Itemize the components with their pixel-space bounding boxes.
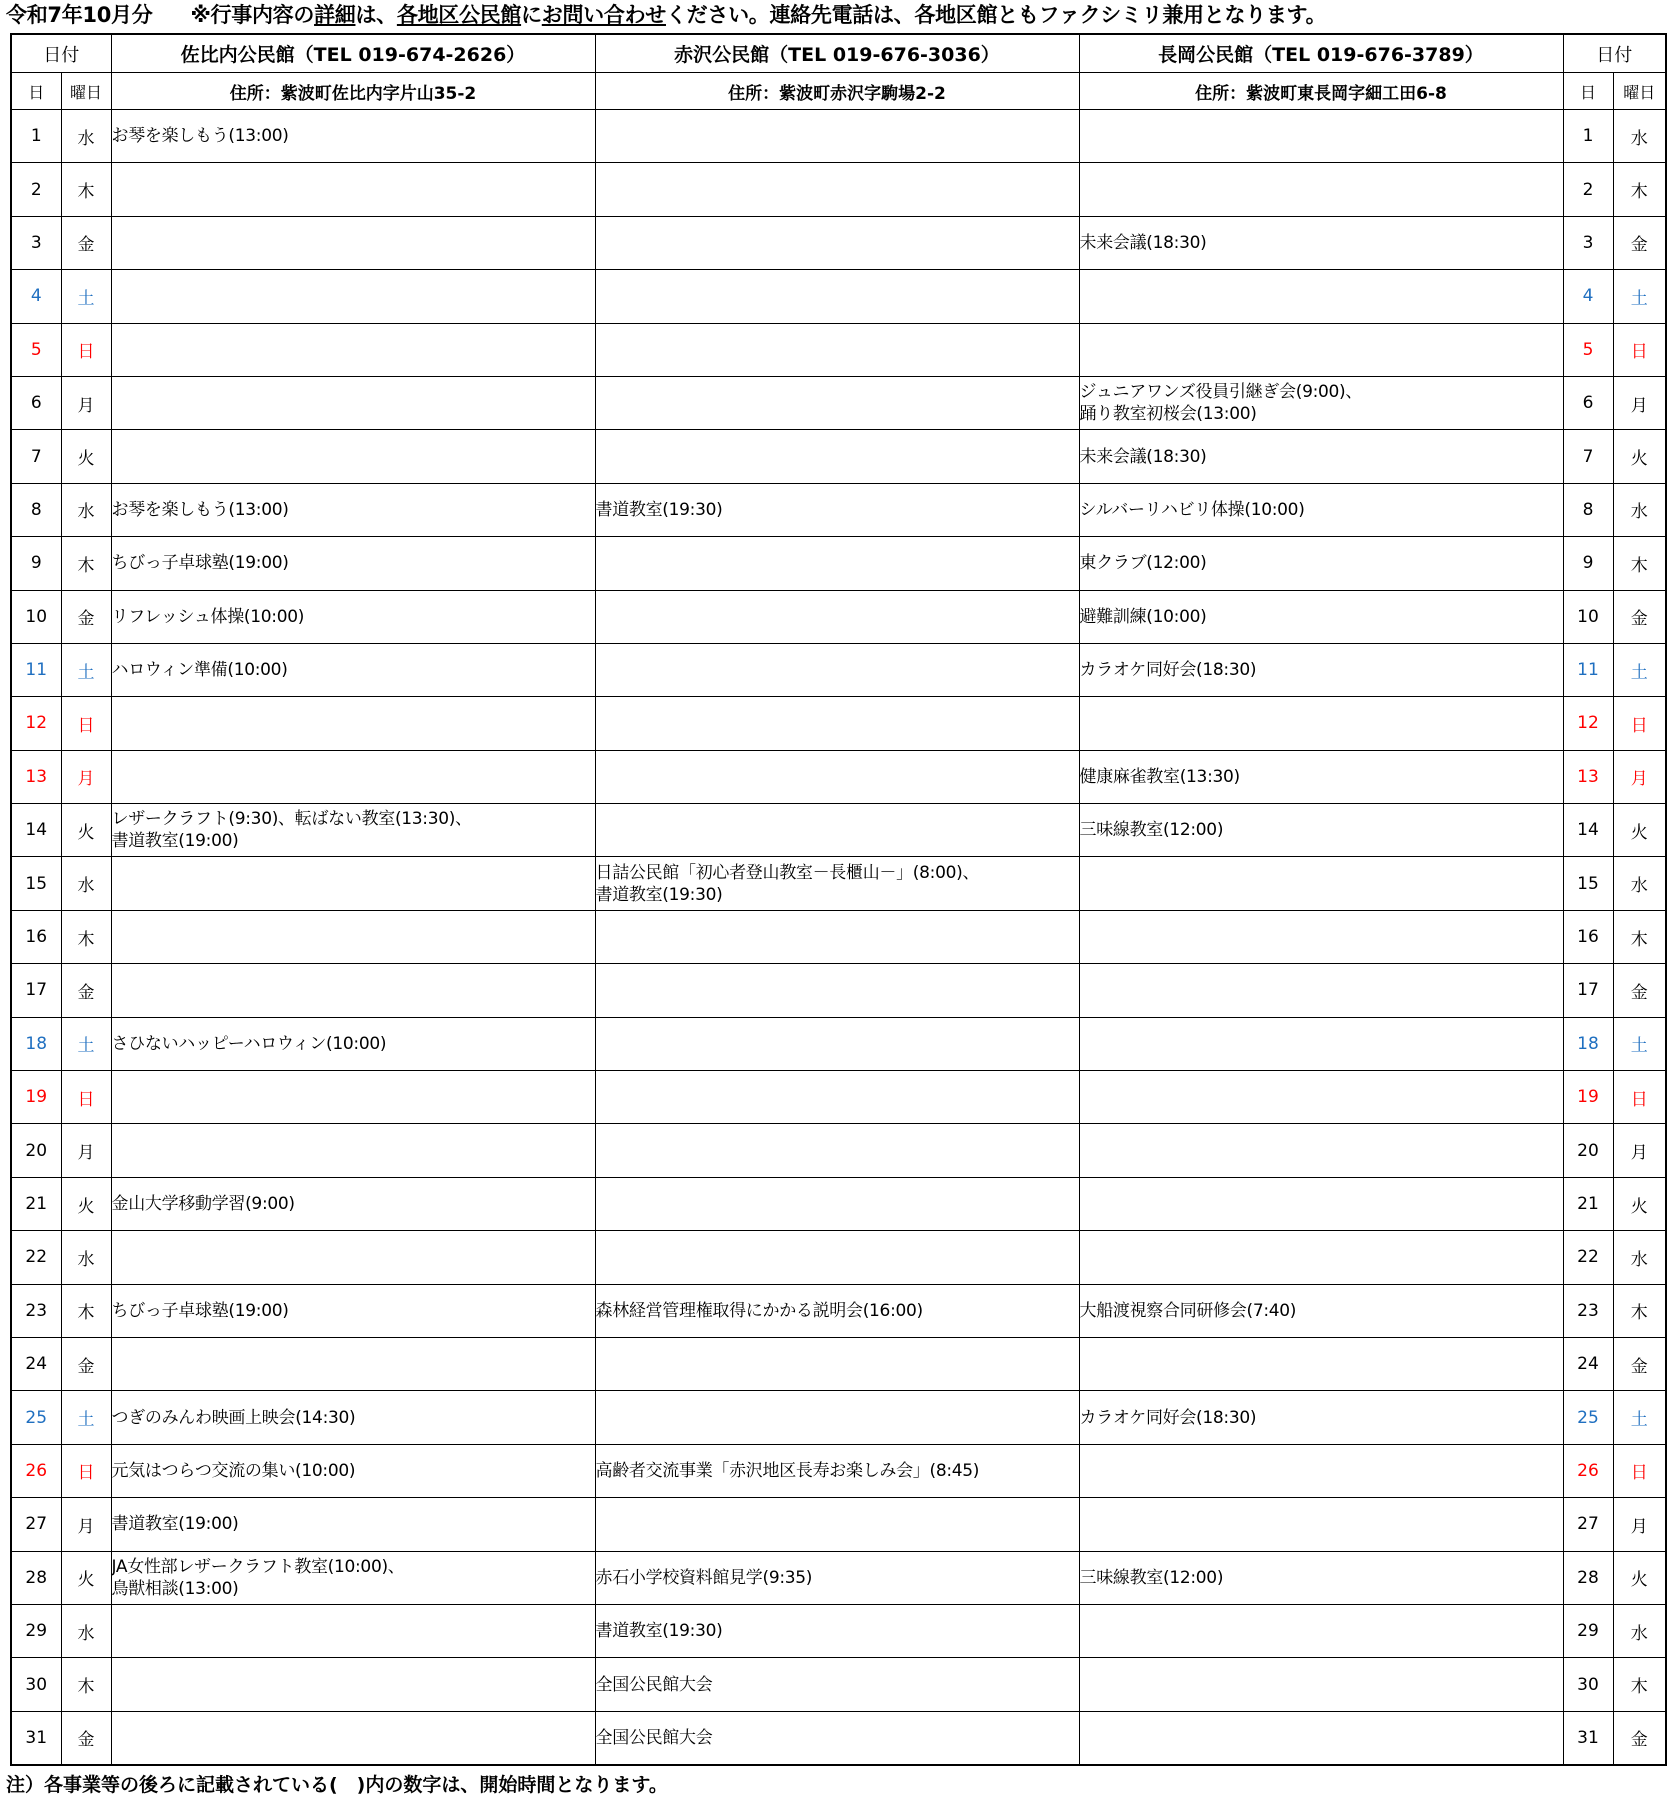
- weekday-right: 土: [1613, 1017, 1666, 1070]
- weekday: 土: [61, 643, 111, 696]
- table-row: [11, 1444, 1666, 1497]
- day-header-right: 日: [1563, 73, 1613, 110]
- event-akazawa: [595, 1017, 1079, 1070]
- event-akazawa: [595, 1177, 1079, 1230]
- day-number-right: 15: [1563, 857, 1613, 910]
- table-row: [11, 376, 1666, 429]
- event-sahinai: [111, 964, 595, 1017]
- event-sahinai: つぎのみんわ映画上映会(14:30): [111, 1391, 595, 1444]
- table-row: [11, 1071, 1666, 1124]
- title-notice-post: ください。連絡先電話は、各地区館ともファクシミリ兼用となります。: [665, 3, 1327, 27]
- day-number: 6: [11, 376, 61, 429]
- event-nagaoka: シルバーリハビリ体操(10:00): [1079, 483, 1563, 536]
- event-nagaoka: 大船渡視察合同研修会(7:40): [1079, 1284, 1563, 1337]
- event-akazawa: [595, 163, 1079, 216]
- event-nagaoka: 三味線教室(12:00): [1079, 1551, 1563, 1604]
- weekday-right: 木: [1613, 910, 1666, 963]
- table-row: [11, 1124, 1666, 1177]
- day-number: 24: [11, 1337, 61, 1390]
- event-sahinai: 元気はつらつ交流の集い(10:00): [111, 1444, 595, 1497]
- weekday-right: 金: [1613, 590, 1666, 643]
- day-number-right: 13: [1563, 750, 1613, 803]
- event-akazawa: [595, 750, 1079, 803]
- page-title: [6, 0, 1666, 30]
- weekday: 金: [61, 590, 111, 643]
- event-nagaoka: [1079, 1498, 1563, 1551]
- event-nagaoka: [1079, 1604, 1563, 1657]
- event-nagaoka: [1079, 1017, 1563, 1070]
- event-sahinai: 書道教室(19:00): [111, 1498, 595, 1551]
- day-number: 14: [11, 804, 61, 857]
- event-nagaoka: [1079, 1658, 1563, 1711]
- title-notice-inquiry: お問い合わせ: [541, 3, 666, 27]
- event-akazawa: [595, 964, 1079, 1017]
- weekday-right: 土: [1613, 643, 1666, 696]
- table-row: [11, 1391, 1666, 1444]
- day-number: 21: [11, 1177, 61, 1230]
- table-row: [11, 430, 1666, 483]
- weekday-header-left: 曜日: [61, 73, 111, 110]
- day-number: 30: [11, 1658, 61, 1711]
- day-number-right: 17: [1563, 964, 1613, 1017]
- event-sahinai: [111, 1071, 595, 1124]
- event-sahinai: [111, 1604, 595, 1657]
- event-akazawa: 赤石小学校資料館見学(9:35): [595, 1551, 1079, 1604]
- day-number: 5: [11, 323, 61, 376]
- weekday: 金: [61, 1711, 111, 1765]
- day-number: 31: [11, 1711, 61, 1765]
- title-period: 令和7年10月分: [6, 3, 153, 27]
- event-nagaoka: [1079, 910, 1563, 963]
- event-sahinai: [111, 1658, 595, 1711]
- day-number-right: 1: [1563, 110, 1613, 163]
- title-notice-halls: 各地区公民館: [396, 3, 522, 27]
- table-row: [11, 1231, 1666, 1284]
- hall-name-sahinai: 佐比内公民館（TEL 019-674-2626）: [111, 34, 595, 73]
- event-sahinai: [111, 910, 595, 963]
- table-row: [11, 643, 1666, 696]
- day-number: 13: [11, 750, 61, 803]
- table-row: [11, 163, 1666, 216]
- table-row: [11, 216, 1666, 269]
- weekday-right: 日: [1613, 1444, 1666, 1497]
- event-nagaoka: [1079, 270, 1563, 323]
- event-akazawa: [595, 1231, 1079, 1284]
- table-row: [11, 1284, 1666, 1337]
- event-akazawa: [595, 216, 1079, 269]
- weekday-right: 水: [1613, 857, 1666, 910]
- table-row: [11, 323, 1666, 376]
- day-number-right: 20: [1563, 1124, 1613, 1177]
- day-number: 3: [11, 216, 61, 269]
- day-number: 1: [11, 110, 61, 163]
- event-nagaoka: [1079, 1231, 1563, 1284]
- day-number: 12: [11, 697, 61, 750]
- day-number-right: 10: [1563, 590, 1613, 643]
- title-notice-pre: ※行事内容の: [190, 3, 315, 27]
- event-akazawa: 日詰公民館「初心者登山教室－長櫃山－」(8:00)、 書道教室(19:30): [595, 857, 1079, 910]
- weekday: 土: [61, 1017, 111, 1070]
- day-number-right: 27: [1563, 1498, 1613, 1551]
- event-akazawa: [595, 1337, 1079, 1390]
- day-number-right: 29: [1563, 1604, 1613, 1657]
- event-nagaoka: [1079, 323, 1563, 376]
- day-number-right: 23: [1563, 1284, 1613, 1337]
- title-notice-mid2: に: [521, 3, 542, 27]
- table-row: [11, 483, 1666, 536]
- weekday-right: 金: [1613, 216, 1666, 269]
- event-akazawa: 書道教室(19:30): [595, 483, 1079, 536]
- weekday: 木: [61, 163, 111, 216]
- event-nagaoka: [1079, 1444, 1563, 1497]
- hall-name-nagaoka: 長岡公民館（TEL 019-676-3789）: [1079, 34, 1563, 73]
- schedule-body: [11, 110, 1666, 1766]
- day-number-right: 11: [1563, 643, 1613, 696]
- event-akazawa: [595, 110, 1079, 163]
- event-nagaoka: [1079, 1711, 1563, 1765]
- weekday-right: 金: [1613, 1711, 1666, 1765]
- event-nagaoka: カラオケ同好会(18:30): [1079, 643, 1563, 696]
- weekday-right: 水: [1613, 110, 1666, 163]
- event-sahinai: [111, 430, 595, 483]
- event-nagaoka: [1079, 1071, 1563, 1124]
- event-akazawa: [595, 1498, 1079, 1551]
- event-sahinai: お琴を楽しもう(13:00): [111, 483, 595, 536]
- day-number-right: 14: [1563, 804, 1613, 857]
- event-akazawa: [595, 270, 1079, 323]
- event-sahinai: お琴を楽しもう(13:00): [111, 110, 595, 163]
- event-nagaoka: [1079, 1177, 1563, 1230]
- weekday-right: 金: [1613, 1337, 1666, 1390]
- weekday: 木: [61, 1284, 111, 1337]
- event-akazawa: [595, 537, 1079, 590]
- weekday: 月: [61, 376, 111, 429]
- day-number-right: 31: [1563, 1711, 1613, 1765]
- event-sahinai: JA女性部レザークラフト教室(10:00)、 鳥獣相談(13:00): [111, 1551, 595, 1604]
- event-sahinai: [111, 1711, 595, 1765]
- table-row: [11, 910, 1666, 963]
- weekday: 木: [61, 910, 111, 963]
- day-number: 15: [11, 857, 61, 910]
- weekday-right: 月: [1613, 1498, 1666, 1551]
- weekday-right: 金: [1613, 964, 1666, 1017]
- event-sahinai: [111, 697, 595, 750]
- table-row: [11, 590, 1666, 643]
- event-nagaoka: 健康麻雀教室(13:30): [1079, 750, 1563, 803]
- weekday: 水: [61, 110, 111, 163]
- weekday: 火: [61, 430, 111, 483]
- event-sahinai: レザークラフト(9:30)、転ばない教室(13:30)、 書道教室(19:00): [111, 804, 595, 857]
- event-sahinai: [111, 857, 595, 910]
- event-akazawa: [595, 323, 1079, 376]
- weekday-right: 火: [1613, 804, 1666, 857]
- event-sahinai: [111, 750, 595, 803]
- weekday: 金: [61, 964, 111, 1017]
- weekday: 日: [61, 697, 111, 750]
- day-number-right: 12: [1563, 697, 1613, 750]
- event-nagaoka: ジュニアワンズ役員引継ぎ会(9:00)、 踊り教室初桜会(13:00): [1079, 376, 1563, 429]
- day-number: 16: [11, 910, 61, 963]
- weekday: 水: [61, 857, 111, 910]
- table-row: [11, 1658, 1666, 1711]
- weekday: 月: [61, 1124, 111, 1177]
- weekday: 金: [61, 1337, 111, 1390]
- weekday: 木: [61, 1658, 111, 1711]
- footnote: 注）各事業等の後ろに記載されている( )内の数字は、開始時間となります。: [6, 1774, 668, 1796]
- weekday-right: 日: [1613, 323, 1666, 376]
- day-number: 20: [11, 1124, 61, 1177]
- day-number-right: 9: [1563, 537, 1613, 590]
- table-row: [11, 1177, 1666, 1230]
- weekday-right: 土: [1613, 270, 1666, 323]
- day-number: 19: [11, 1071, 61, 1124]
- day-number-right: 5: [1563, 323, 1613, 376]
- table-row: [11, 964, 1666, 1017]
- day-number-right: 21: [1563, 1177, 1613, 1230]
- weekday-header-right: 曜日: [1613, 73, 1666, 110]
- weekday-right: 木: [1613, 537, 1666, 590]
- event-nagaoka: [1079, 163, 1563, 216]
- event-akazawa: [595, 1124, 1079, 1177]
- weekday: 金: [61, 216, 111, 269]
- weekday: 水: [61, 483, 111, 536]
- day-number: 29: [11, 1604, 61, 1657]
- event-nagaoka: 未来会議(18:30): [1079, 430, 1563, 483]
- weekday: 土: [61, 270, 111, 323]
- title-notice-mid: は、: [355, 3, 397, 27]
- event-akazawa: [595, 804, 1079, 857]
- date-header-left: 日付: [11, 34, 111, 73]
- event-nagaoka: [1079, 1337, 1563, 1390]
- day-number-right: 2: [1563, 163, 1613, 216]
- event-akazawa: [595, 1071, 1079, 1124]
- event-nagaoka: 未来会議(18:30): [1079, 216, 1563, 269]
- event-sahinai: [111, 1124, 595, 1177]
- day-number-right: 30: [1563, 1658, 1613, 1711]
- weekday: 月: [61, 1498, 111, 1551]
- event-akazawa: 全国公民館大会: [595, 1658, 1079, 1711]
- table-row: [11, 1711, 1666, 1765]
- weekday-right: 火: [1613, 430, 1666, 483]
- day-number-right: 22: [1563, 1231, 1613, 1284]
- day-number-right: 4: [1563, 270, 1613, 323]
- event-nagaoka: カラオケ同好会(18:30): [1079, 1391, 1563, 1444]
- table-row: [11, 1337, 1666, 1390]
- event-akazawa: [595, 910, 1079, 963]
- weekday: 日: [61, 1071, 111, 1124]
- event-sahinai: ちびっ子卓球塾(19:00): [111, 537, 595, 590]
- weekday: 火: [61, 1177, 111, 1230]
- event-nagaoka: [1079, 964, 1563, 1017]
- event-nagaoka: [1079, 857, 1563, 910]
- day-number-right: 28: [1563, 1551, 1613, 1604]
- event-akazawa: 高齢者交流事業「赤沢地区長寿お楽しみ会」(8:45): [595, 1444, 1079, 1497]
- day-number: 8: [11, 483, 61, 536]
- event-sahinai: [111, 376, 595, 429]
- table-row: [11, 537, 1666, 590]
- day-number: 10: [11, 590, 61, 643]
- event-sahinai: [111, 1231, 595, 1284]
- weekday-right: 木: [1613, 1284, 1666, 1337]
- day-number-right: 8: [1563, 483, 1613, 536]
- day-number: 4: [11, 270, 61, 323]
- day-number: 22: [11, 1231, 61, 1284]
- event-sahinai: ちびっ子卓球塾(19:00): [111, 1284, 595, 1337]
- event-akazawa: [595, 430, 1079, 483]
- hall-address-nagaoka: 住所：紫波町東長岡字細工田6-8: [1079, 73, 1563, 110]
- day-number: 11: [11, 643, 61, 696]
- table-row: [11, 270, 1666, 323]
- weekday: 日: [61, 323, 111, 376]
- event-sahinai: リフレッシュ体操(10:00): [111, 590, 595, 643]
- day-number-right: 26: [1563, 1444, 1613, 1497]
- weekday-right: 木: [1613, 163, 1666, 216]
- event-sahinai: [111, 270, 595, 323]
- table-row: [11, 804, 1666, 857]
- event-nagaoka: [1079, 1124, 1563, 1177]
- date-header-right: 日付: [1563, 34, 1666, 73]
- weekday-right: 月: [1613, 1124, 1666, 1177]
- event-akazawa: [595, 590, 1079, 643]
- day-number: 25: [11, 1391, 61, 1444]
- weekday: 火: [61, 1551, 111, 1604]
- event-sahinai: さひないハッピーハロウィン(10:00): [111, 1017, 595, 1070]
- day-number: 28: [11, 1551, 61, 1604]
- day-number: 23: [11, 1284, 61, 1337]
- weekday: 水: [61, 1231, 111, 1284]
- table-row: [11, 1551, 1666, 1604]
- day-number-right: 7: [1563, 430, 1613, 483]
- event-nagaoka: [1079, 110, 1563, 163]
- weekday-right: 月: [1613, 750, 1666, 803]
- event-sahinai: [111, 216, 595, 269]
- weekday-right: 水: [1613, 483, 1666, 536]
- event-akazawa: [595, 1391, 1079, 1444]
- day-number-right: 18: [1563, 1017, 1613, 1070]
- event-akazawa: [595, 376, 1079, 429]
- day-number-right: 6: [1563, 376, 1613, 429]
- table-row: [11, 1017, 1666, 1070]
- weekday: 火: [61, 804, 111, 857]
- weekday-right: 日: [1613, 1071, 1666, 1124]
- table-row: [11, 697, 1666, 750]
- day-number-right: 25: [1563, 1391, 1613, 1444]
- title-notice-details: 詳細: [314, 3, 356, 27]
- weekday-right: 木: [1613, 1658, 1666, 1711]
- table-row: [11, 857, 1666, 910]
- weekday: 日: [61, 1444, 111, 1497]
- day-number: 26: [11, 1444, 61, 1497]
- weekday-right: 土: [1613, 1391, 1666, 1444]
- event-nagaoka: [1079, 697, 1563, 750]
- day-number-right: 24: [1563, 1337, 1613, 1390]
- day-number-right: 16: [1563, 910, 1613, 963]
- weekday: 木: [61, 537, 111, 590]
- event-akazawa: 全国公民館大会: [595, 1711, 1079, 1765]
- weekday: 月: [61, 750, 111, 803]
- weekday-right: 月: [1613, 376, 1666, 429]
- event-sahinai: [111, 163, 595, 216]
- weekday-right: 日: [1613, 697, 1666, 750]
- day-number-right: 19: [1563, 1071, 1613, 1124]
- event-sahinai: [111, 1337, 595, 1390]
- table-row: [11, 1498, 1666, 1551]
- hall-address-sahinai: 住所：紫波町佐比内字片山35-2: [111, 73, 595, 110]
- day-number: 18: [11, 1017, 61, 1070]
- day-number-right: 3: [1563, 216, 1613, 269]
- day-number: 9: [11, 537, 61, 590]
- hall-address-akazawa: 住所：紫波町赤沢字駒場2-2: [595, 73, 1079, 110]
- weekday: 土: [61, 1391, 111, 1444]
- table-row: [11, 1604, 1666, 1657]
- table-row: [11, 110, 1666, 163]
- schedule-table: [10, 33, 1667, 1766]
- day-number: 17: [11, 964, 61, 1017]
- event-nagaoka: 東クラブ(12:00): [1079, 537, 1563, 590]
- day-number: 27: [11, 1498, 61, 1551]
- event-akazawa: 書道教室(19:30): [595, 1604, 1079, 1657]
- hall-name-akazawa: 赤沢公民館（TEL 019-676-3036）: [595, 34, 1079, 73]
- event-akazawa: [595, 697, 1079, 750]
- weekday-right: 火: [1613, 1177, 1666, 1230]
- event-sahinai: [111, 323, 595, 376]
- day-header-left: 日: [11, 73, 61, 110]
- event-nagaoka: 避難訓練(10:00): [1079, 590, 1563, 643]
- day-number: 7: [11, 430, 61, 483]
- event-akazawa: [595, 643, 1079, 696]
- table-row: [11, 750, 1666, 803]
- event-sahinai: ハロウィン準備(10:00): [111, 643, 595, 696]
- weekday-right: 水: [1613, 1231, 1666, 1284]
- day-number: 2: [11, 163, 61, 216]
- event-nagaoka: 三味線教室(12:00): [1079, 804, 1563, 857]
- event-sahinai: 金山大学移動学習(9:00): [111, 1177, 595, 1230]
- weekday-right: 火: [1613, 1551, 1666, 1604]
- event-akazawa: 森林経営管理権取得にかかる説明会(16:00): [595, 1284, 1079, 1337]
- weekday-right: 水: [1613, 1604, 1666, 1657]
- weekday: 水: [61, 1604, 111, 1657]
